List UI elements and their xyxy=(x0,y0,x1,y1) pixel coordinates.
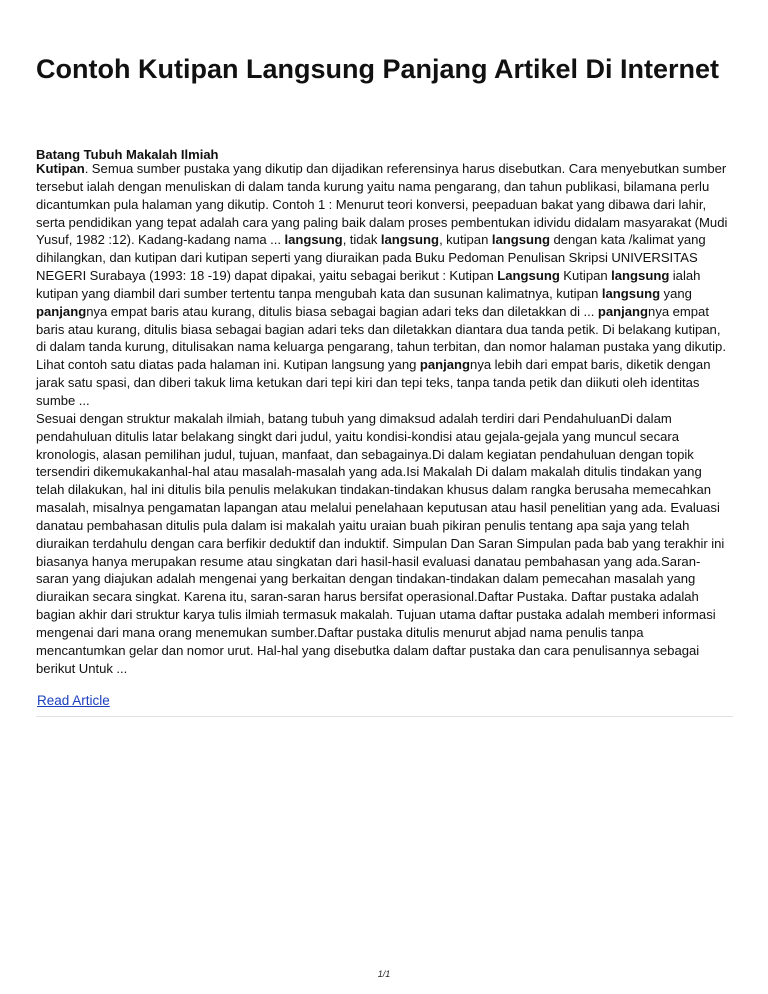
keyword-bold: Langsung xyxy=(497,268,560,284)
read-article-link[interactable]: Read Article xyxy=(37,693,110,708)
body-text-segment: , kutipan xyxy=(439,232,492,248)
body-text-segment: ialah kutipan yang diambil dari sumber tertentu tanpa mengubah kata dan susunan kalimatnya, kutipan xyxy=(36,268,701,301)
keyword-bold: langsung xyxy=(284,232,343,248)
body-text-segment: . Semua sumber pustaka yang dikutip dan dijadikan referensinya harus disebutkan. Cara menyebutkan sumber tersebut ialah dengan menuliskan di dalam tanda kurung yaitu nama pengarang, dan tahun publikasi, bilamana perlu dicantumkan pula halaman yang dikutip. Contoh 1 : Menurut teori konversi, peepaduan bakat yang dibawa dari lahir, serta pendidikan yang tepat adalah cara yang paling baik dalam proses pembentukan idividu didalam masyarakat (Mudi Yusuf, 1982 :12). Kadang-kadang nama ... xyxy=(36,161,728,248)
body-text-segment: yang xyxy=(660,285,692,301)
keyword-bold: Kutipan xyxy=(36,161,85,176)
keyword-bold: langsung xyxy=(491,232,551,248)
body-text-segment: Sesuai dengan struktur makalah ilmiah, batang tubuh yang dimaksud adalah terdiri dari PendahuluanDi dalam pendahuluan ditulis latar belakang singkt dari judul, yaitu kondisi-kondisi atau gejala-gejala yang muncul secara kronologis, alasan pemilihan judul, tujuan, manfaat, dan sebagainya.Di dalam kegiatan pendahuluan dengan topik tersendiri dikemukakanhal-hal atau masalah-masalah yang ada.Isi Makalah Di dalam makalah ditulis tindakan yang telah dilakukan, hal ini ditulis bila penulis melakukan tindakan-tindakan khusus dalam rangka berusaha memecahkan masalah, misalnya pengamatan lapangan atau melalui penelahaan keputusan atau hasil penelitian yang ada. Evaluasi danatau pembahasan ditulis pula dalam isi makalah yaitu uraian buah pikiran penulis tentang apa saja yang telah diuraikan terdahulu dengan cara berfikir deduktif dan induktif. Simpulan Dan Saran Simpulan pada bab yang terakhir ini biasanya hanya merupakan resume atau singkatan dari hasil-hasil evaluasi danatau pembahasan yang ada.Saran-saran yang diajukan adalah mengenai yang berkaitan dengan tindakan-tindakan dalam pemecahan masalah yang diuraikan secara singkat. Karena itu, saran-saran harus bersifat operasional.Daftar Pustaka. Daftar pustaka adalah bagian akhir dari struktur karya tulis ilmiah termasuk makalah. Tujuan utama daftar pustaka adalah memberi informasi mengenai dari mana orang menemukan sumber.Daftar pustaka ditulis menurut abjad nama penulis tanpa mencantumkan gelar dan nomor urut. Hal-hal yang disebutka dalam daftar pustaka dan cara penulisannya sebagai berikut Untuk ... xyxy=(36,410,725,676)
body-text-segment: dengan kata /kalimat yang dihilangkan, dan kutipan dari kutipan seperti yang diuraikan pada Buku Pedoman Penulisan Skripsi UNIVERSITAS NEGERI Surabaya (1993: 18 -19) dapat dipakai, yaitu sebagai berikut : Kutipan xyxy=(36,232,706,284)
divider xyxy=(36,716,733,717)
article-body xyxy=(36,160,731,677)
page-number: 1/1 xyxy=(377,969,391,979)
keyword-bold: langsung xyxy=(601,285,661,301)
body-text-segment: nya empat baris atau kurang, ditulis biasa sebagai bagian adari teks dan diletakkan diantara dua tanda petik. Di belakang kutipan, di dalam tanda kurung, ditulisakan nama keluarga pengarang, tahun terbitan, dan nomor halaman pustaka yang dikutip. Lihat contoh satu diatas pada halaman ini. Kutipan langsung yang xyxy=(36,303,726,373)
section-heading: Batang Tubuh Makalah Ilmiah xyxy=(36,147,219,162)
body-text-segment: Kutipan xyxy=(559,268,612,284)
body-text-segment: nya lebih dari empat baris, diketik dengan jarak satu spasi, dan diberi takuk lima ketukan dari tepi kiri dan tepi teks, tanpa tanda petik dan diikuti oleh identitas sumbe ... xyxy=(36,357,711,408)
keyword-bold: panjang xyxy=(597,303,649,319)
body-text-segment: nya empat baris atau kurang, ditulis biasa sebagai bagian adari teks dan diletakkan di ... xyxy=(86,303,598,319)
body-text-segment: , tidak xyxy=(342,232,381,248)
page-title: Contoh Kutipan Langsung Panjang Artikel Di Internet xyxy=(36,54,720,84)
keyword-bold: panjang xyxy=(419,357,471,373)
keyword-bold: panjang xyxy=(36,303,87,319)
keyword-bold: langsung xyxy=(611,268,670,284)
keyword-bold: langsung xyxy=(380,232,440,248)
